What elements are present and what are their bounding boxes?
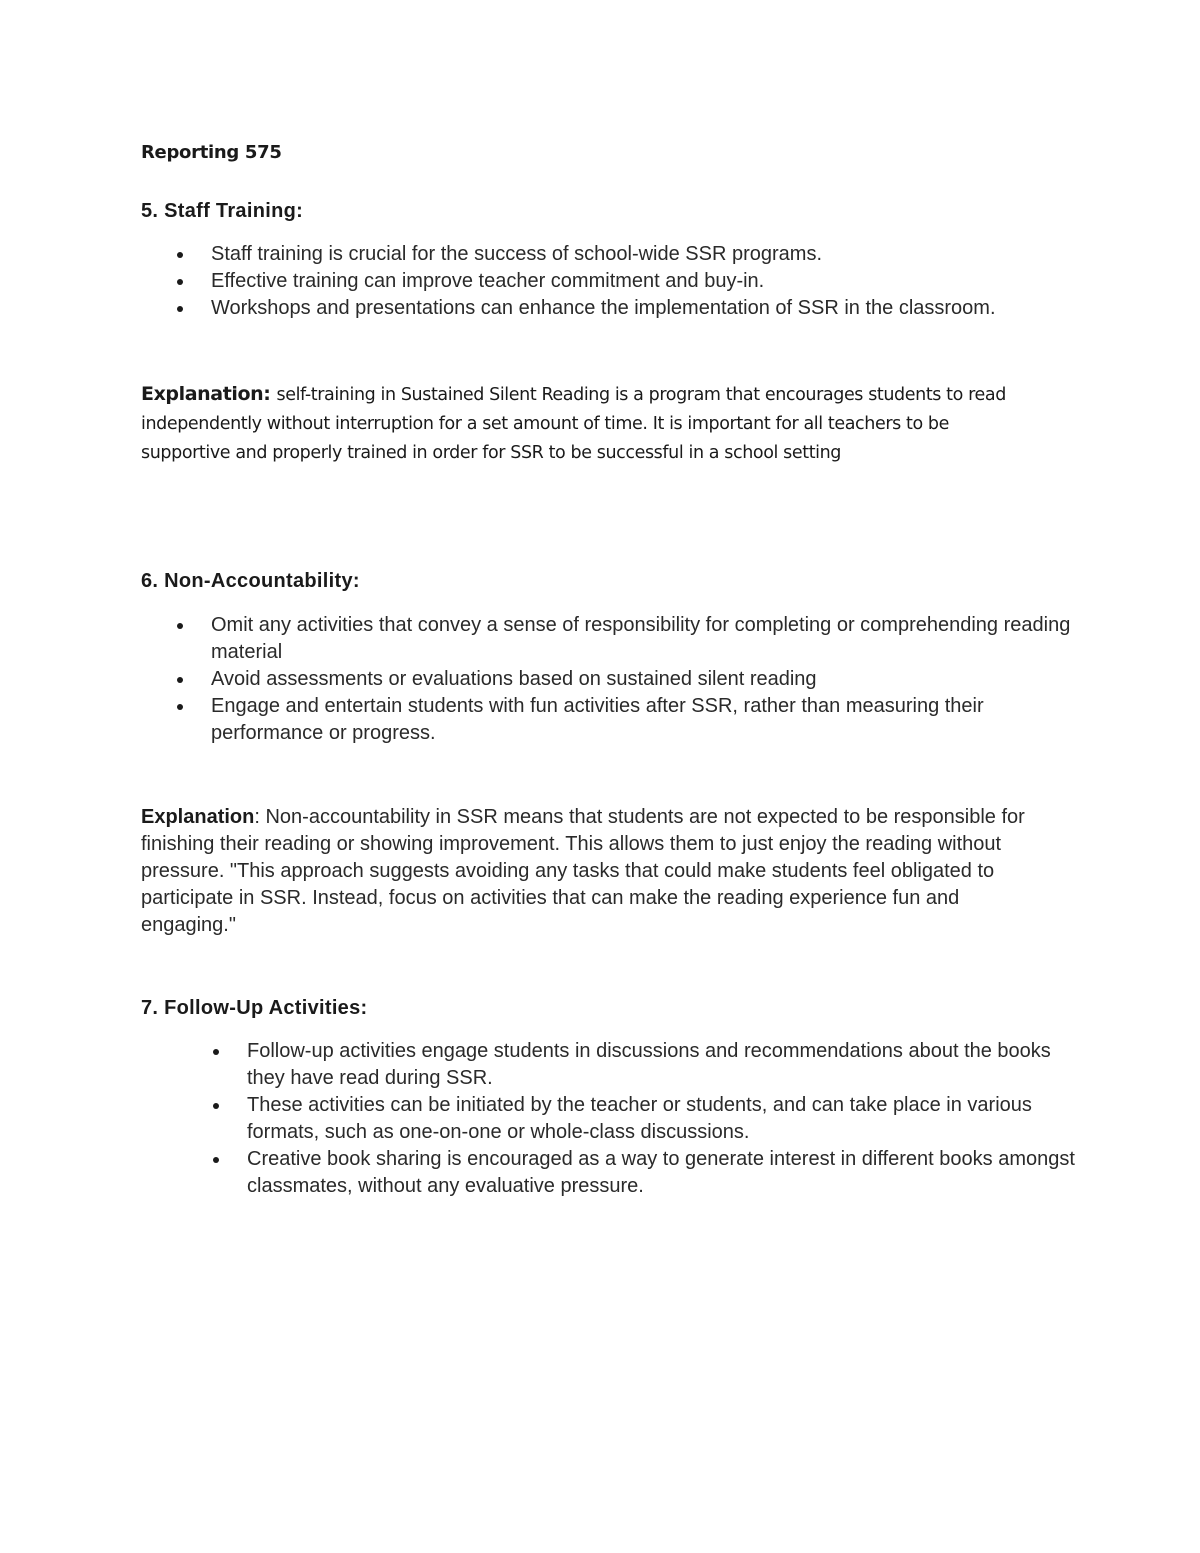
bullet-icon bbox=[177, 252, 183, 258]
list-item bbox=[247, 1092, 1077, 1146]
bullet-icon bbox=[177, 623, 183, 629]
list-item bbox=[247, 1038, 1077, 1092]
list-item bbox=[211, 295, 1111, 322]
staff-training-explanation bbox=[141, 380, 1041, 468]
non-accountability-explanation bbox=[141, 804, 1041, 939]
document-title: Reporting 575 bbox=[141, 142, 282, 163]
list-item-text: Engage and entertain students with fun activities after SSR, rather than measuring their performance or progress. bbox=[211, 695, 984, 744]
bullet-icon bbox=[213, 1103, 219, 1109]
list-item bbox=[247, 1146, 1077, 1200]
follow-up-activities-bullet-list bbox=[247, 1038, 1077, 1200]
list-item bbox=[211, 666, 1071, 693]
explanation-text: : Non-accountability in SSR means that students are not expected to be responsible for finishing their reading or showing improvement. This allows them to just enjoy the reading without pressure. "This approach suggests avoiding any tasks that could make students feel obligated to participate in SSR. Instead, focus on activities that can make the reading experience fun and engaging." bbox=[141, 806, 1025, 936]
list-item bbox=[211, 268, 1111, 295]
list-item bbox=[211, 241, 1111, 268]
explanation-label: Explanation: bbox=[141, 383, 271, 405]
bullet-icon bbox=[177, 704, 183, 710]
list-item-text: Avoid assessments or evaluations based on sustained silent reading bbox=[211, 668, 817, 690]
explanation-text: self-training in Sustained Silent Reading is a program that encourages students to read independently without interruption for a set amount of time. It is important for all teachers to be supportive and properly trained in order for SSR to be successful in a school setting bbox=[141, 385, 1006, 463]
list-item-text: Staff training is crucial for the success of school-wide SSR programs. bbox=[211, 243, 822, 265]
section-heading-non-accountability: 6. Non-Accountability: bbox=[141, 570, 360, 592]
non-accountability-bullet-list bbox=[211, 612, 1071, 747]
bullet-icon bbox=[213, 1049, 219, 1055]
list-item-text: Effective training can improve teacher commitment and buy-in. bbox=[211, 270, 765, 292]
bullet-icon bbox=[177, 677, 183, 683]
list-item-text: Workshops and presentations can enhance the implementation of SSR in the classroom. bbox=[211, 297, 996, 319]
section-heading-follow-up-activities: 7. Follow-Up Activities: bbox=[141, 997, 368, 1019]
list-item-text: Follow-up activities engage students in discussions and recommendations about the books they have read during SSR. bbox=[247, 1040, 1051, 1089]
bullet-icon bbox=[213, 1157, 219, 1163]
bullet-icon bbox=[177, 279, 183, 285]
list-item bbox=[211, 693, 1071, 747]
list-item-text: These activities can be initiated by the teacher or students, and can take place in various formats, such as one-on-one or whole-class discussions. bbox=[247, 1094, 1032, 1143]
section-heading-staff-training: 5. Staff Training: bbox=[141, 200, 304, 222]
list-item bbox=[211, 612, 1071, 666]
bullet-icon bbox=[177, 306, 183, 312]
staff-training-bullet-list bbox=[211, 241, 1111, 322]
list-item-text: Omit any activities that convey a sense of responsibility for completing or comprehending reading material bbox=[211, 614, 1071, 663]
explanation-label: Explanation bbox=[141, 806, 255, 828]
list-item-text: Creative book sharing is encouraged as a way to generate interest in different books amongst classmates, without any evaluative pressure. bbox=[247, 1148, 1075, 1197]
